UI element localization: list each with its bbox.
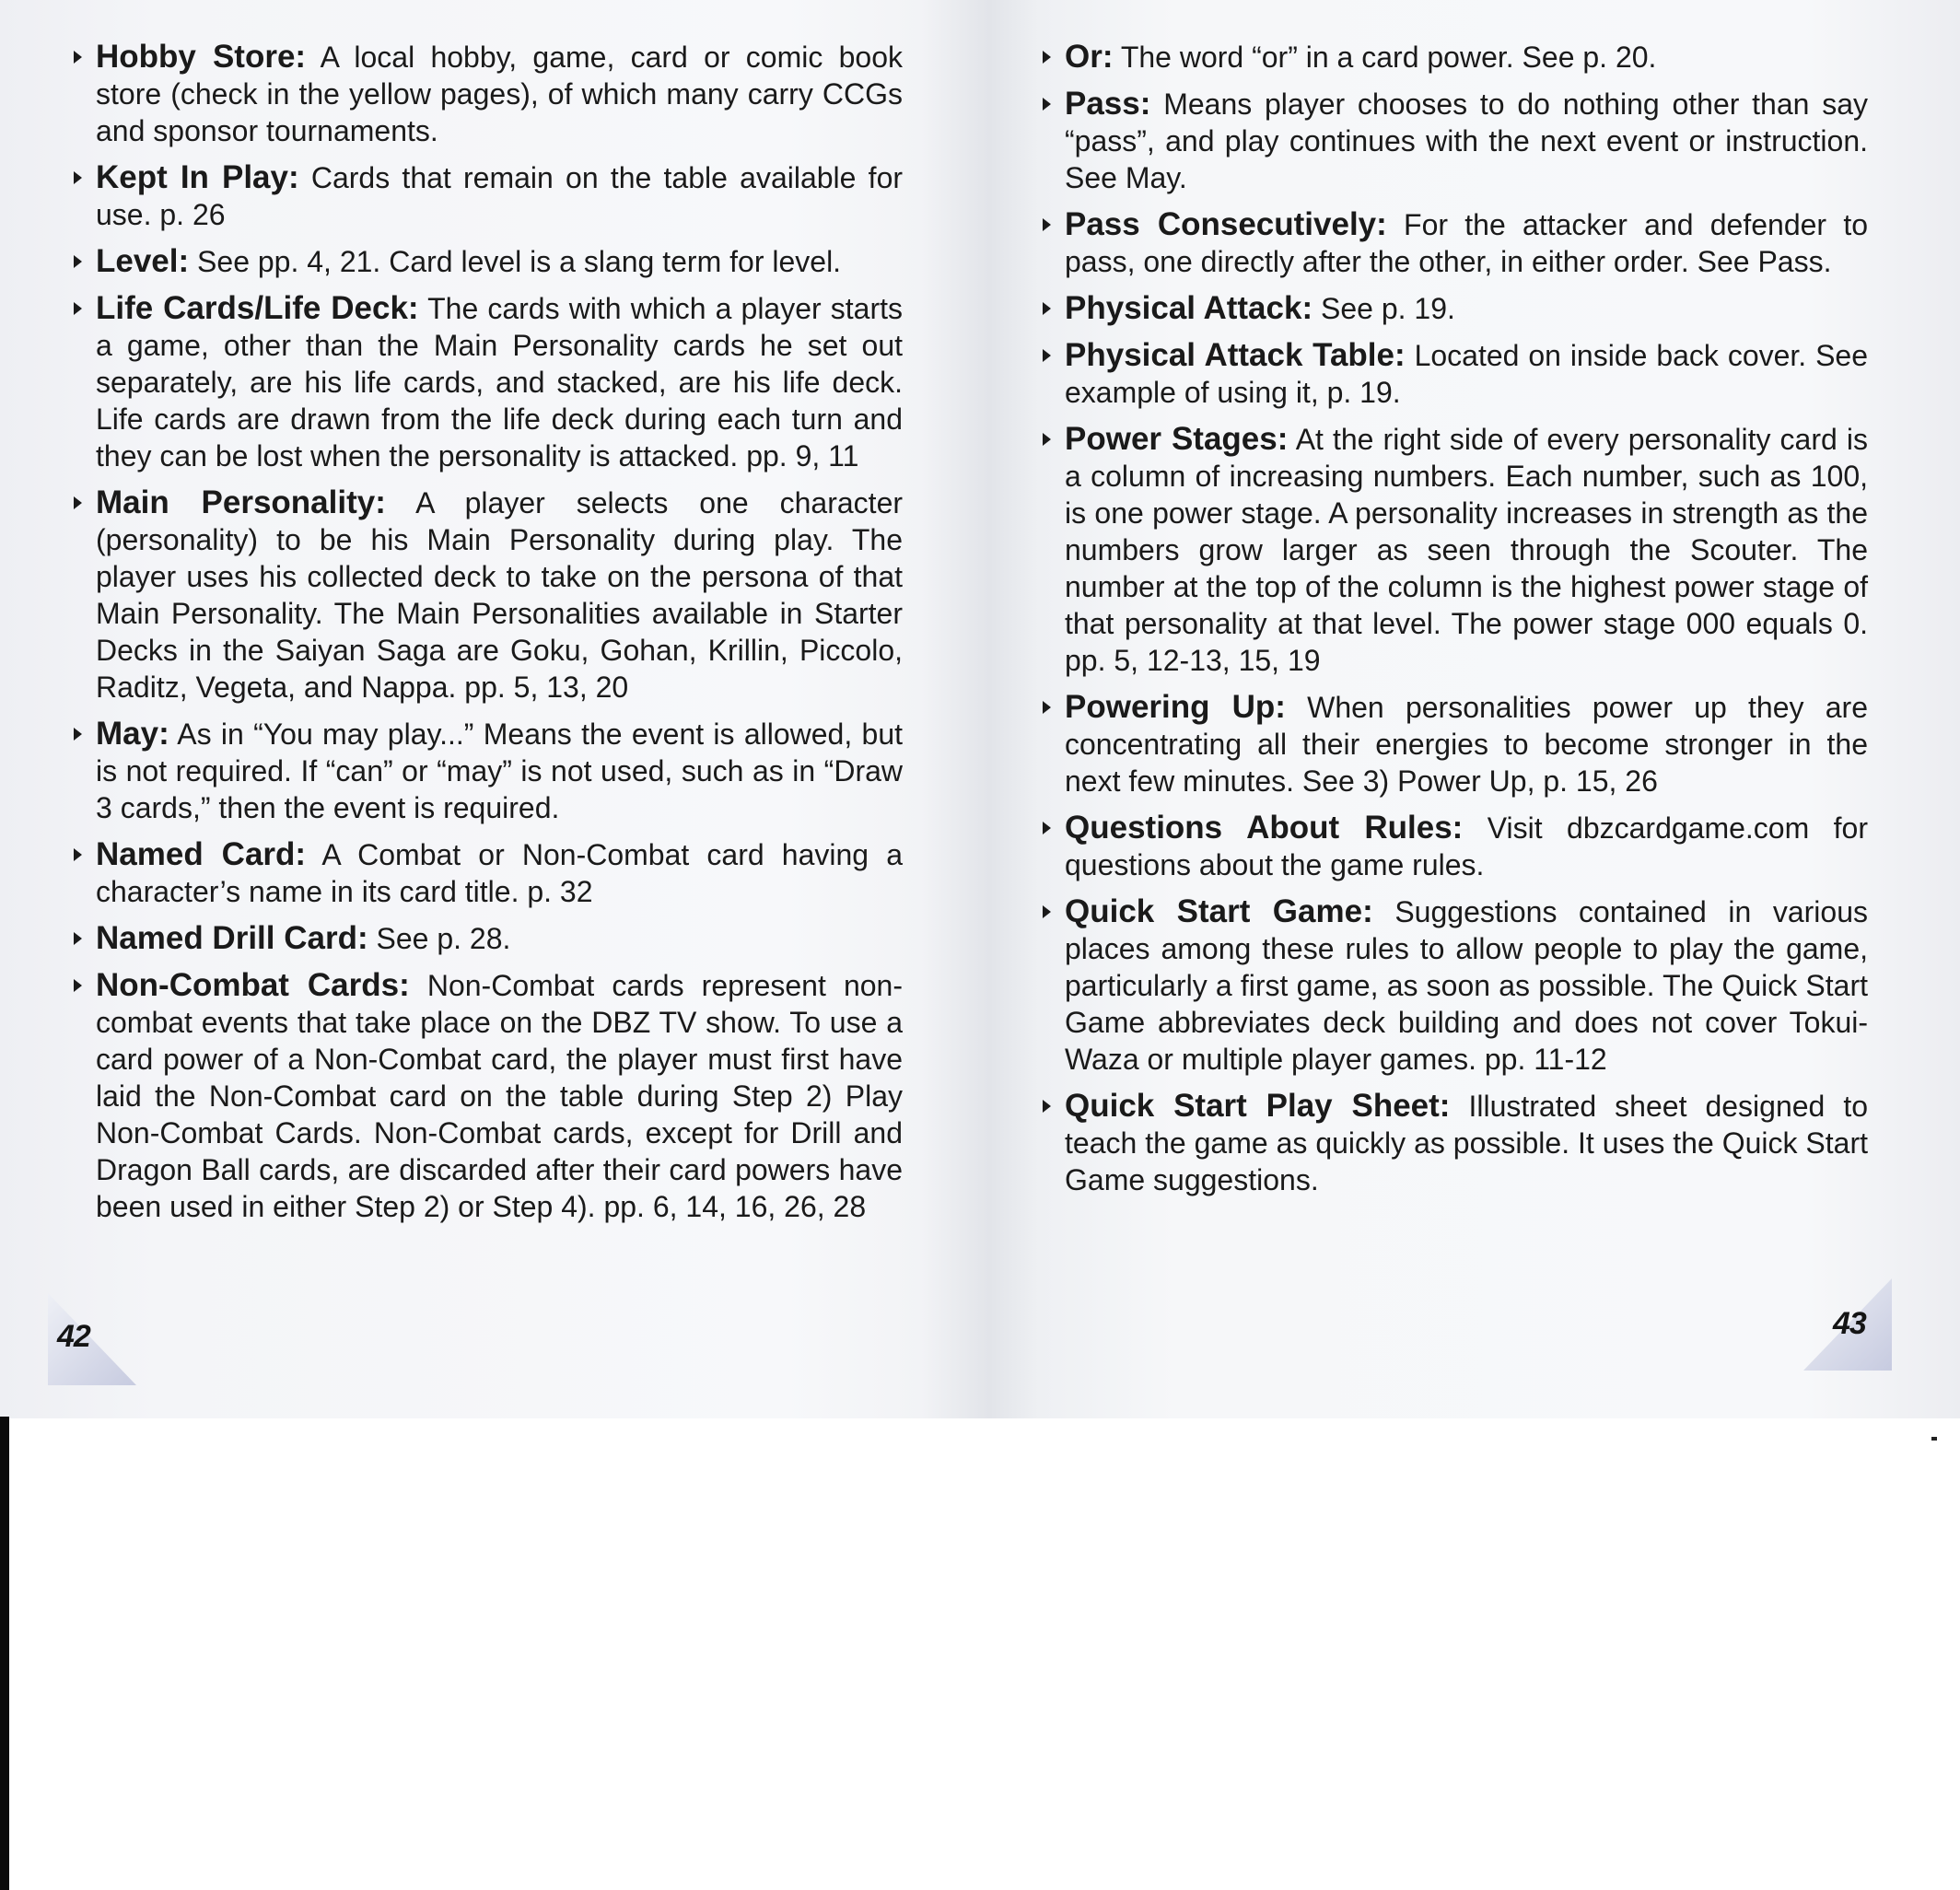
glossary-term: Kept In Play: [96, 159, 299, 195]
left-page-glossary [72, 39, 903, 1235]
glossary-entry-or [1041, 39, 1868, 76]
glossary-entry-kept-in-play [72, 159, 903, 233]
glossary-entry-power-stages [1041, 421, 1868, 679]
glossary-entry-pass-consecutively [1041, 206, 1868, 280]
glossary-term: Physical Attack Table: [1065, 337, 1406, 373]
glossary-term: Power Stages: [1065, 421, 1289, 457]
glossary-definition: At the right side of every personality card is a column of increasing numbers. Each number, such as 100, is one power stage. A personality increases in strength as the numbers grow larger as seen through the Scouter. The number at the top of the column is the highest power stage of that personality at that level. The power stage 000 equals 0. pp. 5, 12-13, 15, 19 [1065, 423, 1868, 677]
right-page-glossary [1041, 39, 1868, 1208]
glossary-term: Hobby Store: [96, 39, 307, 75]
glossary-entry-named-card [72, 836, 903, 910]
glossary-entry-physical-attack-table [1041, 337, 1868, 411]
glossary-definition: Visit dbzcardgame.com for questions about the game rules. [1065, 811, 1869, 881]
glossary-definition: Cards that remain on the table available for use. p. 26 [96, 161, 904, 231]
glossary-entry-powering-up [1041, 689, 1868, 799]
arrow-bullet-icon [74, 302, 82, 315]
glossary-definition: Non-Combat cards represent non-combat events that take place on the DBZ TV show. To use a card power of a Non-Combat card, the player must first have laid the Non-Combat card on the table during Step 2) Play Non-Combat Cards. Non-Combat cards, except for Drill and Dragon Ball cards, are discarded after their card powers have been used in either Step 2) or Step 4). pp. 6, 14, 16, 26, 28 [96, 969, 903, 1223]
glossary-definition: Illustrated sheet designed to teach the game as quickly as possible. It uses the Quick Start Game suggestions. [1065, 1090, 1869, 1196]
glossary-term: Powering Up: [1065, 689, 1286, 725]
page-number-left: 42 [57, 1319, 90, 1354]
glossary-term: Questions About Rules: [1065, 810, 1464, 846]
glossary-entry-hobby-store [72, 39, 903, 149]
arrow-bullet-icon [1043, 1100, 1051, 1113]
arrow-bullet-icon [1043, 433, 1051, 446]
glossary-entry-quick-start-game [1041, 893, 1868, 1078]
glossary-term: Life Cards/Life Deck: [96, 290, 419, 326]
glossary-entry-level [72, 243, 903, 280]
glossary-definition: A player selects one character (personality) to be his Main Personality during play. The player uses his collected deck to take on the persona of that Main Personality. The Main Personalities available in Starter Decks in the Saiyan Saga are Goku, Gohan, Krillin, Piccolo, Raditz, Vegeta, and Nappa. pp. 5, 13, 20 [96, 486, 904, 704]
glossary-term: May: [96, 716, 169, 752]
arrow-bullet-icon [74, 979, 82, 992]
glossary-term: Quick Start Game: [1065, 893, 1373, 929]
arrow-bullet-icon [1043, 701, 1051, 714]
glossary-term: Level: [96, 243, 190, 279]
glossary-definition: The word “or” in a card power. See p. 20. [1120, 41, 1657, 74]
glossary-definition: A local hobby, game, card or comic book store (check in the yellow pages), of which many carry CCGs and sponsor tournaments. [96, 41, 904, 147]
glossary-term: Pass Consecutively: [1065, 206, 1387, 242]
glossary-entry-named-drill-card [72, 920, 903, 957]
glossary-term: Main Personality: [96, 484, 386, 520]
glossary-term: Physical Attack: [1065, 290, 1313, 326]
arrow-bullet-icon [74, 255, 82, 268]
glossary-definition: Located on inside back cover. See example of using it, p. 19. [1065, 339, 1869, 409]
arrow-bullet-icon [74, 728, 82, 741]
page-edge-shadow [0, 1417, 9, 1890]
glossary-term: Named Drill Card: [96, 920, 368, 956]
glossary-definition: Suggestions contained in various places among these rules to allow people to play the game, particularly a first game, as soon as possible. The Quick Start Game abbreviates deck building and does not cover Tokui-Waza or multiple player games. pp. 11-12 [1065, 895, 1869, 1076]
scan-speck [1931, 1437, 1937, 1441]
arrow-bullet-icon [1043, 218, 1051, 231]
glossary-entry-pass [1041, 86, 1868, 196]
glossary-term: Non-Combat Cards: [96, 967, 410, 1003]
glossary-definition: Means player chooses to do nothing other than say “pass”, and play continues with the next event or instruction. See May. [1065, 88, 1869, 194]
glossary-term: Quick Start Play Sheet: [1065, 1088, 1451, 1124]
arrow-bullet-icon [74, 496, 82, 509]
glossary-entry-physical-attack [1041, 290, 1868, 327]
arrow-bullet-icon [1043, 51, 1051, 64]
arrow-bullet-icon [1043, 905, 1051, 918]
glossary-definition: As in “You may play...” Means the event is allowed, but is not required. If “can” or “may” is not used, such as in “Draw 3 cards,” then the event is required. [96, 718, 904, 824]
glossary-definition: See p. 19. [1321, 292, 1455, 325]
arrow-bullet-icon [1043, 98, 1051, 111]
glossary-entry-quick-start-play-sheet [1041, 1088, 1868, 1198]
glossary-entry-life-cards [72, 290, 903, 474]
arrow-bullet-icon [74, 848, 82, 861]
glossary-entry-may [72, 716, 903, 826]
arrow-bullet-icon [74, 932, 82, 945]
glossary-term: Or: [1065, 39, 1114, 75]
glossary-entry-questions-about-rules [1041, 810, 1868, 883]
glossary-definition: For the attacker and defender to pass, one directly after the other, in either order. See Pass. [1065, 208, 1869, 278]
arrow-bullet-icon [74, 171, 82, 184]
arrow-bullet-icon [1043, 822, 1051, 834]
glossary-term: Named Card: [96, 836, 307, 872]
glossary-definition: See p. 28. [376, 922, 511, 955]
glossary-definition: A Combat or Non-Combat card having a character’s name in its card title. p. 32 [96, 838, 903, 908]
arrow-bullet-icon [1043, 349, 1051, 362]
arrow-bullet-icon [74, 51, 82, 64]
glossary-definition: When personalities power up they are concentrating all their energies to become stronger in the next few minutes. See 3) Power Up, p. 15, 26 [1065, 691, 1868, 798]
glossary-definition: See pp. 4, 21. Card level is a slang term for level. [197, 245, 842, 278]
glossary-entry-non-combat-cards [72, 967, 903, 1225]
glossary-definition: The cards with which a player starts a game, other than the Main Personality cards he set out separately, are his life cards, and stacked, are his life deck. Life cards are drawn from the life deck during each turn and they can be lost when the personality is attacked. pp. 9, 11 [96, 292, 904, 472]
glossary-term: Pass: [1065, 86, 1151, 122]
page-number-right: 43 [1833, 1306, 1866, 1341]
glossary-entry-main-personality [72, 484, 903, 706]
arrow-bullet-icon [1043, 302, 1051, 315]
